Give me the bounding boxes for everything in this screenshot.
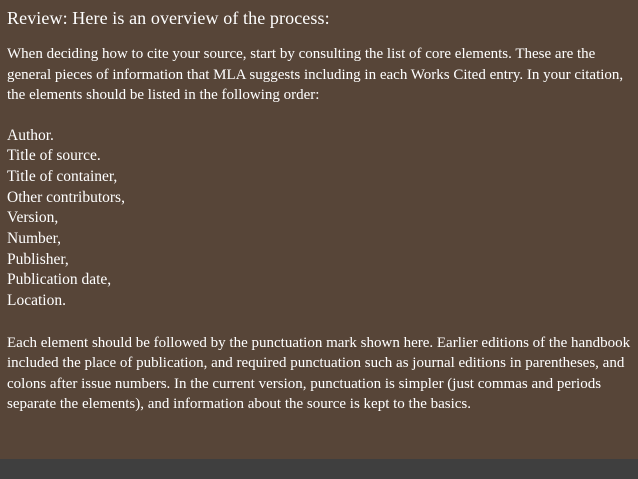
slide-content	[7, 6, 633, 415]
list-item: Version,	[7, 209, 59, 227]
list-item: Number,	[7, 230, 62, 248]
spacer	[7, 106, 633, 126]
intro-paragraph: When deciding how to cite your source, start by consulting the list of core elements. These are the general pieces of information that MLA suggests including in each Works Cited entry. In your citation, the elements should be listed in the following order:	[7, 46, 624, 103]
closing-paragraph: Each element should be followed by the punctuation mark shown here. Earlier editions of the handbook included the place of publication, and required punctuation such as journal editions in parentheses, and colons after issue numbers. In the current version, punctuation is simpler (just commas and periods separate the elements), and information about the source is kept to the basics.	[7, 334, 631, 413]
spacer	[7, 312, 633, 333]
list-item: Title of source.	[7, 147, 101, 165]
list-item: Publisher,	[7, 250, 69, 268]
list-item: Publication date,	[7, 271, 112, 289]
list-item: Author.	[7, 126, 54, 144]
slide-title: Review: Here is an overview of the process:	[7, 8, 330, 28]
core-elements-list	[7, 126, 633, 312]
list-item: Title of container,	[7, 167, 118, 185]
list-item: Other contributors,	[7, 188, 125, 206]
bottom-bar	[0, 459, 638, 479]
list-item: Location.	[7, 292, 66, 310]
